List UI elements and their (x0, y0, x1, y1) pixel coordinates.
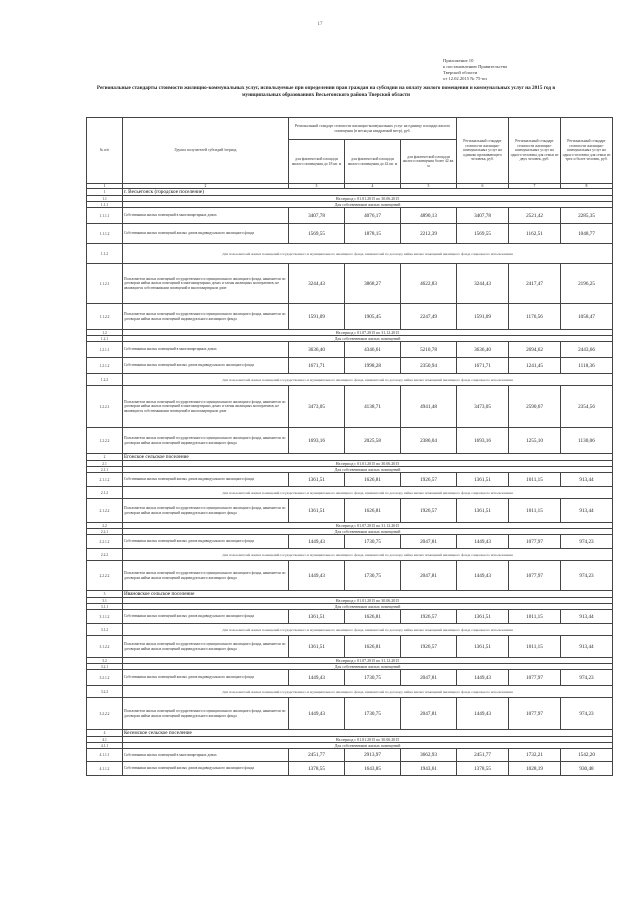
row-value: 974,23 (561, 670, 613, 686)
note-label: Для пользователей жилых помещений государственного и муниципального жилищного фонда, нанимателей по договору найма жилых помещений жилищного фонда социального использования (123, 549, 613, 561)
row-label: Собственники жилых помещений в многоквартирных домах (123, 342, 289, 358)
row-value: 1378,55 (457, 762, 509, 776)
row-value: 1361,51 (457, 610, 509, 624)
row-number: 4.1.1 (87, 743, 123, 749)
table-row (87, 636, 613, 658)
row-value: 2350,94 (401, 358, 457, 374)
table-row (87, 264, 613, 304)
row-value: 1926,57 (401, 499, 457, 523)
row-value: 1591,09 (289, 304, 345, 330)
row-value: 913,44 (561, 610, 613, 624)
section-row (87, 454, 613, 461)
row-value: 1361,51 (457, 499, 509, 523)
row-number: 3.2.1 (87, 664, 123, 670)
table-row (87, 610, 613, 624)
row-value: 3407,78 (457, 208, 509, 224)
row-value: 1626,81 (345, 499, 401, 523)
row-number: 3.2 (87, 658, 123, 664)
row-value: 1011,15 (509, 636, 561, 658)
row-value: 1378,55 (289, 762, 345, 776)
section-title: Кесемское сельское поселение (123, 730, 613, 737)
row-number: 3.1.2 (87, 624, 123, 636)
row-value: 1118,36 (561, 358, 613, 374)
row-value: 1569,55 (457, 224, 509, 244)
row-label: Собственники жилых помещений в многоквартирных домах (123, 208, 289, 224)
row-value: 974,23 (561, 561, 613, 591)
note-row (87, 487, 613, 499)
period-label: На период с 01.01.2015 по 30.06.2015 (123, 598, 613, 604)
period-label: На период с 01.07.2015 по 31.12.2015 (123, 523, 613, 529)
row-value: 4346,61 (345, 342, 401, 358)
section-row (87, 730, 613, 737)
row-value: 2025,58 (345, 428, 401, 454)
row-value: 1671,71 (289, 358, 345, 374)
row-value: 1048,77 (561, 224, 613, 244)
period-label: На период с 01.01.2015 по 30.06.2015 (123, 196, 613, 202)
row-value: 1011,15 (509, 473, 561, 487)
row-number: 2.2.1.2 (87, 535, 123, 549)
row-value: 1077,97 (509, 670, 561, 686)
row-value: 2354,56 (561, 386, 613, 428)
row-number: 1.2.2 (87, 374, 123, 386)
row-value: 2694,62 (509, 342, 561, 358)
header-two: Региональный стандарт стоимости жилищно-коммунальных услуг на одного человека для семьи из двух человек, руб. (509, 118, 561, 184)
row-value: 2047,81 (401, 670, 457, 686)
row-label: Пользователи жилых помещений государственного и муниципального жилищного фонда, наниматели по договорам найма жилых помещений индивидуального жилищного фонда (123, 561, 289, 591)
row-label: Собственники жилых помещений жилых домов индивидуального жилищного фонда (123, 762, 289, 776)
row-value: 1449,43 (289, 561, 345, 591)
document-title: Региональные стандарты стоимости жилищно-коммунальных услуг, используемые при определении прав граждан на субсидии на оплату жилого помещения и коммунальных услуг на 2015 год в муниципальных образованиях Весьегонского района Тверской области (96, 85, 556, 98)
row-value: 1943,61 (401, 762, 457, 776)
period-label: Для собственников жилых помещений (123, 604, 613, 610)
row-number: 2.2.2 (87, 549, 123, 561)
note-row (87, 244, 613, 264)
row-value: 1361,51 (289, 499, 345, 523)
note-label: Для пользователей жилых помещений государственного и муниципального жилищного фонда, нанимателей по договору найма жилых помещений жилищного фонда социального использования (123, 487, 613, 499)
table-row (87, 698, 613, 730)
row-number: 3 (87, 591, 123, 598)
row-value: 1730,75 (345, 535, 401, 549)
row-number: 1.1.1 (87, 202, 123, 208)
row-value: 913,44 (561, 499, 613, 523)
period-label: Для собственников жилых помещений (123, 664, 613, 670)
row-value: 2196,25 (561, 264, 613, 304)
column-number: 8 (561, 184, 613, 189)
row-value: 1361,51 (289, 636, 345, 658)
appendix-block (443, 58, 593, 82)
row-value: 1255,10 (509, 428, 561, 454)
row-number: 3.2.1.2 (87, 670, 123, 686)
header-sub-18: для фактической площади жилого помещения до 18 кв. м (289, 140, 345, 184)
table-row (87, 428, 613, 454)
note-label: Для пользователей жилых помещений государственного и муниципального жилищного фонда, нанимателей по договору найма жилых помещений жилищного фонда социального использования (123, 374, 613, 386)
section-row (87, 189, 613, 196)
row-value: 1569,55 (289, 224, 345, 244)
row-number: 3.1.2.2 (87, 636, 123, 658)
row-label: Пользователи жилых помещений государственного и муниципального жилищного фонда, наниматели по договорам найма жилых помещений индивидуального жилищного фонда (123, 698, 289, 730)
row-number: 2.1 (87, 461, 123, 467)
column-number: 5 (401, 184, 457, 189)
row-value: 1926,57 (401, 473, 457, 487)
row-label: Пользователи жилых помещений государственного и муниципального жилищного фонда, наниматели по договорам найма жилых помещений индивидуального жилищного фонда (123, 428, 289, 454)
header-three: Региональный стандарт стоимости жилищно-коммунальных услуг на одного человека для семьи из трех и более человек, руб. (561, 118, 613, 184)
row-value: 2247,49 (401, 304, 457, 330)
row-value: 1011,15 (509, 610, 561, 624)
column-number: 3 (289, 184, 345, 189)
row-value: 1449,43 (289, 698, 345, 730)
row-number: 1.2.1.2 (87, 358, 123, 374)
row-number: 4.1 (87, 737, 123, 743)
row-label: Пользователи жилых помещений государственного и муниципального жилищного фонда, наниматели по договорам найма жилых помещений индивидуального жилищного фонда (123, 636, 289, 658)
row-value: 1926,57 (401, 636, 457, 658)
table-body (87, 189, 613, 776)
row-number: 3.2.2.2 (87, 698, 123, 730)
row-value: 1449,43 (457, 670, 509, 686)
note-row (87, 374, 613, 386)
section-title: Ёгонское сельское поселение (123, 454, 613, 461)
row-value: 1905,45 (345, 304, 401, 330)
row-number: 1.2.2.1 (87, 386, 123, 428)
row-value: 1542,20 (561, 749, 613, 762)
note-row (87, 549, 613, 561)
row-number: 2.2.2.2 (87, 561, 123, 591)
row-value: 1926,57 (401, 610, 457, 624)
row-value: 1643,85 (345, 762, 401, 776)
row-number: 3.1.1.2 (87, 610, 123, 624)
row-value: 1361,51 (289, 610, 345, 624)
row-value: 3244,43 (457, 264, 509, 304)
row-value: 2047,81 (401, 561, 457, 591)
row-value: 3636,40 (457, 342, 509, 358)
row-value: 1077,97 (509, 535, 561, 549)
row-number: 1.2 (87, 330, 123, 336)
table-row (87, 342, 613, 358)
header-sub-42: для фактической площади жилого помещения до 42 кв. м (345, 140, 401, 184)
table-row (87, 304, 613, 330)
row-number: 3.2.2 (87, 686, 123, 698)
row-number: 2.1.2.2 (87, 499, 123, 523)
row-value: 1449,43 (289, 535, 345, 549)
table-row (87, 224, 613, 244)
row-number: 1.1 (87, 196, 123, 202)
period-label: На период с 01.01.2015 по 30.06.2015 (123, 737, 613, 743)
row-value: 1058,47 (561, 304, 613, 330)
row-value: 1361,51 (457, 636, 509, 658)
row-value: 913,44 (561, 636, 613, 658)
row-value: 2417,47 (509, 264, 561, 304)
row-value: 2285,35 (561, 208, 613, 224)
row-value: 1730,75 (345, 698, 401, 730)
row-value: 1591,09 (457, 304, 509, 330)
note-label: Для пользователей жилых помещений государственного и муниципального жилищного фонда, нанимателей по договору найма жилых помещений жилищного фонда социального использования (123, 624, 613, 636)
row-value: 2212,39 (401, 224, 457, 244)
table-row (87, 762, 613, 776)
row-value: 1730,75 (345, 670, 401, 686)
row-value: 1449,43 (457, 561, 509, 591)
period-label: Для собственников жилых помещений (123, 467, 613, 473)
row-value: 1693,16 (289, 428, 345, 454)
period-label: Для собственников жилых помещений (123, 743, 613, 749)
row-number: 4.1.1.2 (87, 762, 123, 776)
row-value: 5210,78 (401, 342, 457, 358)
row-value: 3636,40 (289, 342, 345, 358)
row-number: 2.1.1.2 (87, 473, 123, 487)
table-row (87, 670, 613, 686)
row-number: 1.2.2.2 (87, 428, 123, 454)
row-number: 1.1.1.2 (87, 224, 123, 244)
row-value: 1130,06 (561, 428, 613, 454)
row-label: Пользователи жилых помещений государственного и муниципального жилищного фонда, наниматели по договорам найма жилых помещений в многоквартирных домах и члены жилищных кооперативов, не являющиеся собственниками помещений в многоквартирном доме (123, 264, 289, 304)
period-label: Для собственников жилых помещений (123, 202, 613, 208)
row-label: Собственники жилых помещений жилых домов индивидуального жилищного фонда (123, 473, 289, 487)
row-number: 1.2.1 (87, 336, 123, 342)
table-row (87, 535, 613, 549)
section-title: Ивановское сельское поселение (123, 591, 613, 598)
table-row (87, 386, 613, 428)
note-label: Для пользователей жилых помещений государственного и муниципального жилищного фонда, нанимателей по договору найма жилых помещений жилищного фонда социального использования (123, 244, 613, 264)
row-value: 4138,71 (345, 386, 401, 428)
row-value: 2913,97 (345, 749, 401, 762)
note-row (87, 624, 613, 636)
row-value: 1732,21 (509, 749, 561, 762)
header-sub-over-42: для фактической площади жилого помещения более 42 кв. м (401, 140, 457, 184)
table-row (87, 499, 613, 523)
table-row (87, 749, 613, 762)
row-value: 974,23 (561, 698, 613, 730)
row-value: 1626,81 (345, 610, 401, 624)
section-row (87, 591, 613, 598)
row-number: 1.1.1.1 (87, 208, 123, 224)
column-number: 4 (345, 184, 401, 189)
row-value: 1361,51 (457, 473, 509, 487)
column-number: 2 (123, 184, 289, 189)
row-value: 1176,56 (509, 304, 561, 330)
row-value: 2047,81 (401, 535, 457, 549)
row-value: 1878,15 (345, 224, 401, 244)
row-value: 3473,05 (289, 386, 345, 428)
header-single: Региональный стандарт стоимости жилищно-коммунальных услуг на одиноко проживающего человека, руб. (457, 118, 509, 184)
appendix-line: Приложение 10 (443, 58, 474, 63)
row-value: 1730,75 (345, 561, 401, 591)
row-value: 930,48 (561, 762, 613, 776)
row-number: 3.1 (87, 598, 123, 604)
row-value: 1626,81 (345, 473, 401, 487)
row-value: 4890,13 (401, 208, 457, 224)
row-value: 1449,43 (457, 535, 509, 549)
column-number: 6 (457, 184, 509, 189)
appendix-line: от 12.02.2015 № 75-пп (443, 76, 487, 81)
note-row (87, 686, 613, 698)
row-value: 974,23 (561, 535, 613, 549)
row-number: 2 (87, 454, 123, 461)
row-value: 1693,16 (457, 428, 509, 454)
row-label: Пользователи жилых помещений государственного и муниципального жилищного фонда, наниматели по договорам найма жилых помещений в многоквартирных домах и члены жилищных кооперативов, не являющиеся собственниками помещений в многоквартирном доме (123, 386, 289, 428)
row-value: 1077,97 (509, 698, 561, 730)
row-value: 1449,43 (457, 698, 509, 730)
row-value: 1241,45 (509, 358, 561, 374)
row-value: 913,44 (561, 473, 613, 487)
row-value: 2443,66 (561, 342, 613, 358)
table-row (87, 473, 613, 487)
row-number: 1.2.1.1 (87, 342, 123, 358)
row-value: 2386,04 (401, 428, 457, 454)
row-value: 1998,28 (345, 358, 401, 374)
row-value: 2521,42 (509, 208, 561, 224)
row-value: 2451,77 (457, 749, 509, 762)
row-value: 1361,51 (289, 473, 345, 487)
row-number: 2.1.1 (87, 467, 123, 473)
row-number: 3.1.1 (87, 604, 123, 610)
row-value: 1011,15 (509, 499, 561, 523)
row-value: 1626,81 (345, 636, 401, 658)
row-value: 2047,81 (401, 698, 457, 730)
header-group: Группа получателей субсидий /период (123, 118, 289, 184)
row-value: 3407,78 (289, 208, 345, 224)
row-number: 4 (87, 730, 123, 737)
row-label: Собственники жилых помещений жилых домов индивидуального жилищного фонда (123, 358, 289, 374)
row-number: 1.1.2.2 (87, 304, 123, 330)
row-number: 2.1.2 (87, 487, 123, 499)
row-value: 1162,51 (509, 224, 561, 244)
appendix-line: Тверской области (443, 70, 478, 75)
row-value: 4941,48 (401, 386, 457, 428)
row-value: 4622,83 (401, 264, 457, 304)
row-value: 1028,19 (509, 762, 561, 776)
row-value: 1449,43 (289, 670, 345, 686)
row-number: 1 (87, 189, 123, 196)
period-label: Для собственников жилых помещений (123, 529, 613, 535)
row-value: 3662,93 (401, 749, 457, 762)
header-no: № п/п (87, 118, 123, 184)
period-label: На период с 01.01.2015 по 30.06.2015 (123, 461, 613, 467)
row-label: Собственники жилых помещений жилых домов индивидуального жилищного фонда (123, 535, 289, 549)
row-number: 1.1.2.1 (87, 264, 123, 304)
period-label: Для собственников жилых помещений (123, 336, 613, 342)
period-label: На период с 01.07.2015 по 31.12.2015 (123, 330, 613, 336)
row-value: 1671,71 (457, 358, 509, 374)
standards-table (86, 117, 613, 776)
appendix-line: к постановлению Правительства (443, 64, 507, 69)
row-number: 4.1.1.1 (87, 749, 123, 762)
row-value: 1077,97 (509, 561, 561, 591)
row-number: 1.1.2 (87, 244, 123, 264)
table-row (87, 358, 613, 374)
row-label: Собственники жилых помещений жилых домов индивидуального жилищного фонда (123, 670, 289, 686)
row-value: 3473,05 (457, 386, 509, 428)
column-number: 7 (509, 184, 561, 189)
row-label: Собственники жилых помещений жилых домов индивидуального жилищного фонда (123, 224, 289, 244)
row-value: 2590,67 (509, 386, 561, 428)
row-number: 2.2 (87, 523, 123, 529)
column-number: 1 (87, 184, 123, 189)
row-value: 2451,77 (289, 749, 345, 762)
row-value: 4076,17 (345, 208, 401, 224)
row-label: Собственники жилых помещений жилых домов индивидуального жилищного фонда (123, 610, 289, 624)
row-value: 3244,43 (289, 264, 345, 304)
row-number: 2.2.1 (87, 529, 123, 535)
note-label: Для пользователей жилых помещений государственного и муниципального жилищного фонда, нанимателей по договору найма жилых помещений жилищного фонда социального использования (123, 686, 613, 698)
table-row (87, 561, 613, 591)
section-title: г. Весьегонск (городское поселение) (123, 189, 613, 196)
table-row (87, 208, 613, 224)
header-per-sqm: Региональный стандарт стоимости жилищно-коммунальных услуг на единицу площади жилого помещения (в месяц на квадратный метр), руб. (289, 118, 457, 140)
row-label: Пользователи жилых помещений государственного и муниципального жилищного фонда, наниматели по договорам найма жилых помещений индивидуального жилищного фонда (123, 499, 289, 523)
row-value: 3868,27 (345, 264, 401, 304)
row-label: Собственники жилых помещений в многоквартирных домах (123, 749, 289, 762)
period-label: На период с 01.07.2015 по 31.12.2015 (123, 658, 613, 664)
row-label: Пользователи жилых помещений государственного и муниципального жилищного фонда, наниматели по договорам найма жилых помещений индивидуального жилищного фонда (123, 304, 289, 330)
page-number: 17 (317, 22, 323, 27)
